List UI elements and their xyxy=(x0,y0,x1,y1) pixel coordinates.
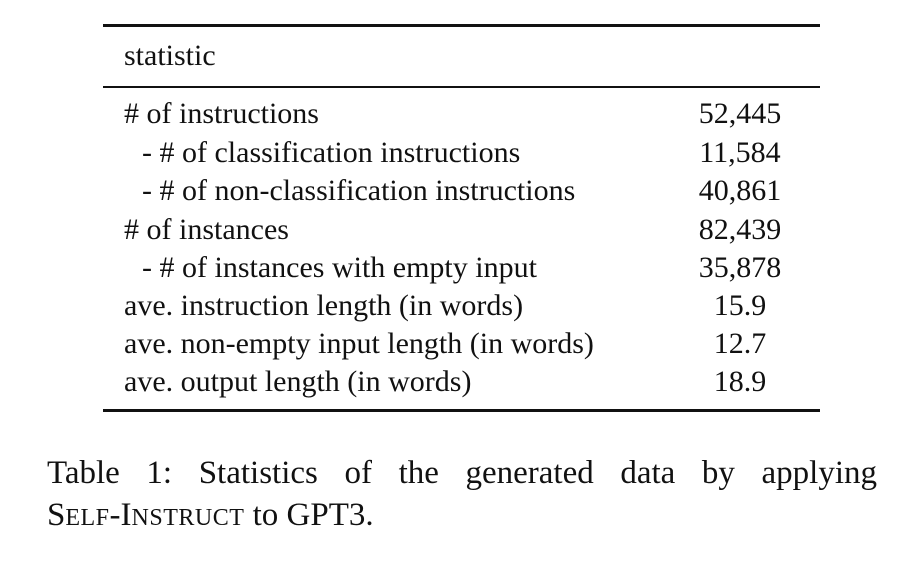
row-value: 18.9 xyxy=(713,365,767,398)
row-value: 11,584 xyxy=(699,136,781,169)
caption-line-2 xyxy=(47,494,882,539)
table-header-rule xyxy=(103,86,820,88)
method-name-nstruct: NSTRUCT xyxy=(131,505,245,531)
method-name-s: S xyxy=(47,497,66,533)
row-value: 12.7 xyxy=(713,327,767,360)
table-row xyxy=(124,172,804,210)
row-label: ave. non-empty input length (in words) xyxy=(124,327,594,360)
row-value: 52,445 xyxy=(698,97,782,130)
table-row xyxy=(124,325,804,363)
table-row xyxy=(124,363,804,401)
row-value: 40,861 xyxy=(698,174,782,207)
method-name-dash: - xyxy=(109,497,121,533)
table-row xyxy=(124,95,804,133)
table-row xyxy=(124,134,804,172)
caption-line-2-rest: to GPT3. xyxy=(244,497,374,533)
row-value: 82,439 xyxy=(698,213,782,246)
table-bottom-rule xyxy=(103,409,820,412)
table-row xyxy=(124,211,804,249)
row-label: # of instructions xyxy=(124,97,319,130)
row-label: ave. instruction length (in words) xyxy=(124,289,524,322)
row-value: 35,878 xyxy=(698,251,782,284)
method-name-elf: ELF xyxy=(65,505,110,531)
row-label: - # of classification instructions xyxy=(142,136,521,169)
row-label: # of instances xyxy=(124,213,289,246)
table-top-rule xyxy=(103,24,820,27)
table-row xyxy=(124,249,804,287)
method-name-i: I xyxy=(120,497,132,533)
row-value: 15.9 xyxy=(713,289,767,322)
caption-line-1: Table 1: Statistics of the generated data by applying xyxy=(47,455,877,491)
row-label: - # of instances with empty input xyxy=(142,251,537,284)
table-header-statistic: statistic xyxy=(124,39,216,72)
table-caption xyxy=(47,452,882,539)
row-label: ave. output length (in words) xyxy=(124,365,472,398)
row-label: - # of non-classification instructions xyxy=(142,174,576,207)
table-row xyxy=(124,287,804,325)
